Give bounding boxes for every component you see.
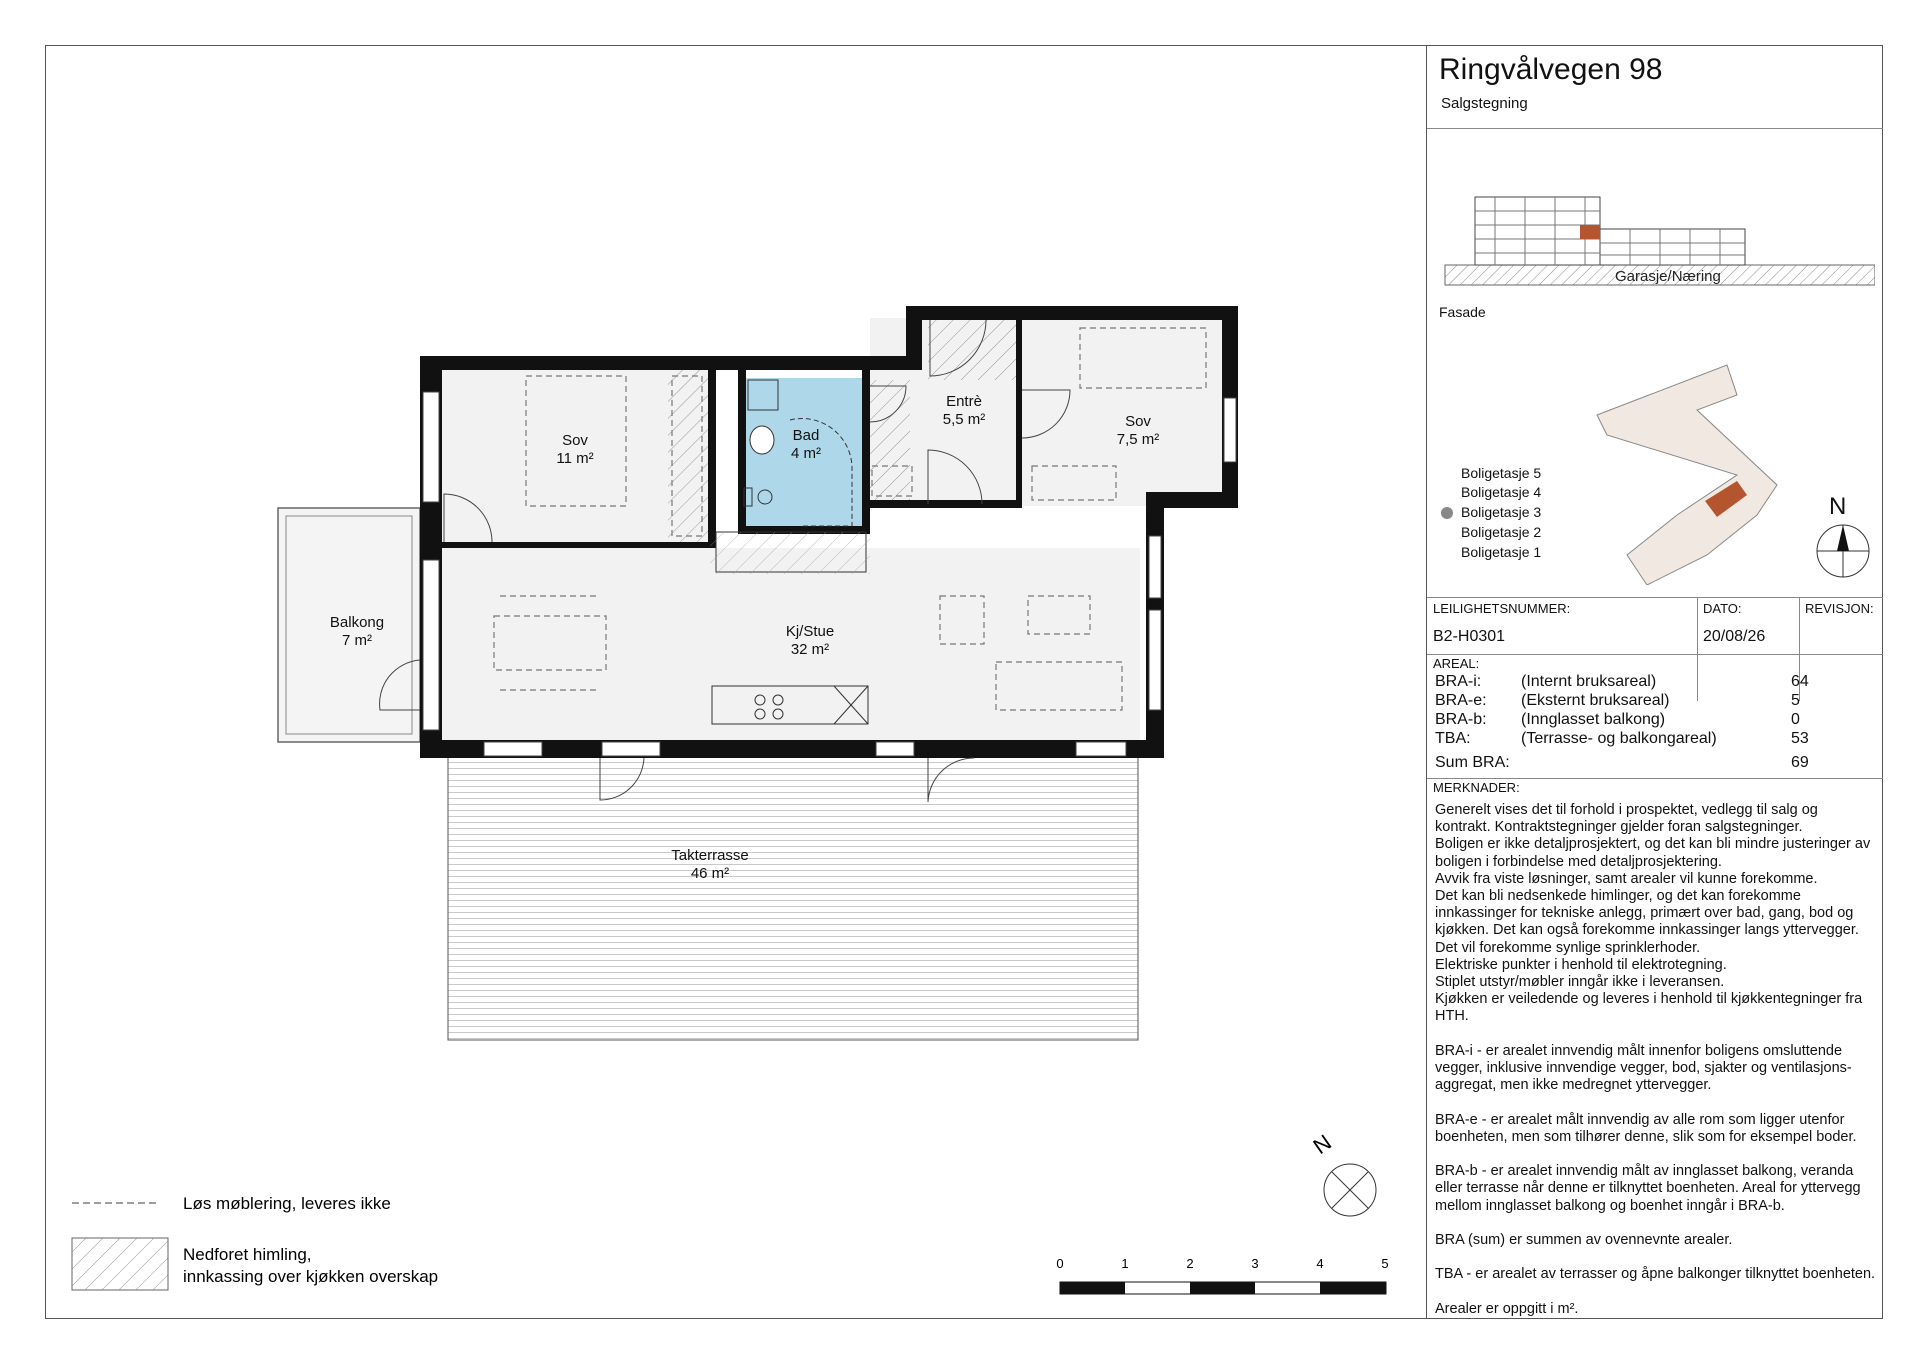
facade-drawing	[1435, 185, 1875, 297]
scale-tick-5: 5	[1381, 1256, 1389, 1271]
facade-unit-highlight	[1580, 225, 1600, 239]
room-stue-name: Kj/Stue	[785, 623, 835, 640]
scale-tick-2: 2	[1186, 1256, 1194, 1271]
room-stue-area: 32 m²	[790, 641, 830, 658]
legend-hatch-line1: Nedforet himling,	[183, 1245, 312, 1264]
scale-tick-1: 1	[1121, 1256, 1129, 1271]
floor-item-3[interactable]: Boligetasje 3	[1461, 504, 1542, 520]
legend-dashed-label: Løs møblering, leveres ikke	[183, 1194, 391, 1213]
room-terrasse-area: 46 m²	[690, 865, 730, 882]
area-value-4: 69	[1791, 754, 1809, 771]
revision-header: REVISJON:	[1805, 601, 1874, 616]
room-sov2-name: Sov	[1125, 413, 1151, 430]
room-sov1-name: Sov	[562, 432, 588, 449]
room-entre-area: 5,5 m²	[942, 411, 986, 428]
room-sov1-area: 11 m²	[556, 450, 594, 467]
room-balkong-area: 7 m²	[342, 632, 372, 649]
area-desc-1: (Eksternt bruksareal)	[1521, 692, 1670, 709]
floor-item-2[interactable]: Boligetasje 2	[1461, 524, 1542, 540]
floor-item-4[interactable]: Boligetasje 4	[1461, 484, 1542, 500]
room-entre-name: Entrè	[946, 393, 982, 410]
facade-ground-label: Garasje/Næring	[1615, 268, 1721, 285]
plan-north-label: N	[1308, 1129, 1336, 1160]
date-header: DATO:	[1703, 601, 1742, 616]
north-compass-icon	[1815, 523, 1871, 579]
north-label: N	[1829, 493, 1847, 520]
area-value-0: 64	[1791, 673, 1809, 690]
area-value-1: 5	[1791, 692, 1800, 709]
area-header: AREAL:	[1433, 656, 1480, 671]
room-terrasse-name: Takterrasse	[671, 847, 749, 864]
plan-north-arrow	[1309, 1130, 1376, 1216]
area-code-1: BRA-e:	[1435, 692, 1487, 709]
scale-bar	[1056, 1256, 1388, 1294]
floor-item-1[interactable]: Boligetasje 1	[1461, 544, 1542, 560]
unit-number-value: B2-H0301	[1433, 628, 1506, 645]
title-block	[1426, 45, 1883, 1319]
date-value: 20/08/26	[1703, 628, 1766, 645]
area-code-4: Sum BRA:	[1435, 754, 1510, 771]
legend-hatch-swatch	[72, 1238, 168, 1290]
unit-number-header: LEILIGHETSNUMMER:	[1433, 601, 1571, 616]
room-bad-name: Bad	[792, 427, 820, 444]
scale-tick-3: 3	[1251, 1256, 1259, 1271]
area-value-2: 0	[1791, 711, 1800, 728]
project-title: Ringvålvegen 98	[1439, 53, 1663, 86]
terrace-deck	[448, 752, 1138, 1040]
project-subtitle: Salgstegning	[1441, 95, 1528, 112]
site-plan	[1587, 355, 1787, 585]
scale-tick-0: 0	[1056, 1256, 1064, 1271]
facade-label: Fasade	[1439, 304, 1486, 320]
area-value-3: 53	[1791, 730, 1809, 747]
scale-tick-4: 4	[1316, 1256, 1324, 1271]
area-desc-2: (Innglasset balkong)	[1521, 711, 1666, 728]
floor-selected-dot	[1441, 507, 1453, 519]
area-code-0: BRA-i:	[1435, 673, 1482, 690]
area-code-2: BRA-b:	[1435, 711, 1487, 728]
room-balkong-name: Balkong	[329, 614, 385, 631]
floor-item-5[interactable]: Boligetasje 5	[1461, 465, 1542, 481]
room-bad-area: 4 m²	[791, 445, 821, 462]
area-code-3: TBA:	[1435, 730, 1471, 747]
area-desc-0: (Internt bruksareal)	[1521, 673, 1657, 690]
legend-hatch-line2: innkassing over kjøkken overskap	[183, 1267, 439, 1286]
area-desc-3: (Terrasse- og balkongareal)	[1521, 730, 1717, 747]
room-sov2-area: 7,5 m²	[1116, 431, 1160, 448]
notes-header: MERKNADER:	[1433, 780, 1520, 795]
notes-text: Generelt vises det til forhold i prospektet, vedlegg til salg og kontrakt. Kontraktstegninger gjelder foran salgstegninger. Boligen er ikke detaljprosjektert, og det kan bli mindre justeringer av boligen i forbindelse med detaljprosjektering. Avvik fra viste løsninger, samt arealer vil kunne forekomme. Det kan bli nedsenkede himlinger, og det kan forekomme innkassinger for tekniske anlegg, primært over bad, gang, bod og kjøkken. Det kan også forekomme innkassinger langs yttervegger. Det vil forekomme synlige sprinklerhoder. Elektriske punkter i henhold til elektrotegning. Stiplet utstyr/møbler inngår ikke i leveransen. Kjøkken er veiledende og leveres i henhold til kjøkkentegninger fra HTH. BRA-i - er arealet innvendig målt innenfor boligens omsluttende vegger, inklusive innvendige vegger, bod, sjakter og ventilasjons- aggregat, men ikke medregnet yttervegger. BRA-e - er arealet målt innvendig av alle rom som ligger utenfor boenheten, men som tilhører denne, slik som for eksempel boder. BRA-b - er arealet innvendig målt av innglasset balkong, veranda eller terrasse når denne er tilknyttet boenheten. Areal for yttervegg mellom innglasset balkong og boenhet inngår i BRA-b. BRA (sum) er summen av ovennevnte arealer. TBA - er arealet av terrasser og åpne balkonger tilknyttet boenheten. Arealer er oppgitt i m².	[1435, 802, 1876, 1317]
